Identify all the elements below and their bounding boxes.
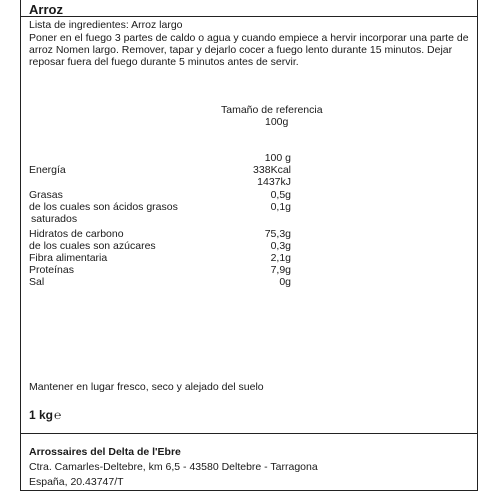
company-name: Arrossaires del Delta de l'Ebre <box>29 446 181 458</box>
nutrient-value: 0,3g <box>270 240 291 252</box>
net-weight-value: 1 kg <box>29 408 54 422</box>
nutrient-label: de los cuales son azúcares <box>29 240 156 252</box>
nutrient-label: Proteínas <box>29 264 74 276</box>
divider <box>21 433 477 434</box>
nutrient-label: Hidratos de carbono <box>29 228 124 240</box>
estimated-sign-icon: ℮ <box>54 408 62 422</box>
company-registry: España, 20.43747/T <box>29 476 124 488</box>
storage-instructions: Mantener en lugar fresco, seco y alejado del suelo <box>29 381 264 393</box>
preparation-text: Poner en el fuego 3 partes de caldo o agua y cuando empiece a hervir incorporar una parte de arroz Nomen largo. Remover, tapar y dejarlo cocer a fuego lento durante 15 minutos. Dejar reposar fuera del fuego durante 5 minutos antes de servir. <box>29 32 469 68</box>
nutrient-value: 7,9g <box>270 264 291 276</box>
nutrient-label: Energía <box>29 164 66 176</box>
reference-size-value: 100g <box>265 116 289 128</box>
nutrition-column-header: 100 g <box>264 152 291 164</box>
nutrient-label: Sal <box>29 276 45 288</box>
nutrient-label: Fibra alimentaria <box>29 252 108 264</box>
ingredients-list: Lista de ingredientes: Arroz largo <box>29 19 183 31</box>
divider <box>21 16 477 17</box>
product-label <box>20 0 478 491</box>
nutrient-label: de los cuales son ácidos grasos <box>29 201 178 213</box>
nutrient-label: saturados <box>31 213 78 225</box>
nutrient-value: 338Kcal <box>253 164 291 176</box>
nutrient-label: Grasas <box>29 189 63 201</box>
nutrient-value: 0,1g <box>270 201 291 213</box>
company-address: Ctra. Camarles-Deltebre, km 6,5 - 43580 Deltebre - Tarragona <box>29 461 318 473</box>
product-title: Arroz <box>29 2 63 17</box>
net-weight <box>29 408 61 422</box>
nutrient-value: 1437kJ <box>257 176 291 188</box>
nutrient-value: 2,1g <box>270 252 291 264</box>
nutrient-value: 0,5g <box>270 189 291 201</box>
nutrient-value: 75,3g <box>264 228 291 240</box>
nutrient-value: 0g <box>279 276 291 288</box>
reference-size-label: Tamaño de referencia <box>221 104 323 116</box>
